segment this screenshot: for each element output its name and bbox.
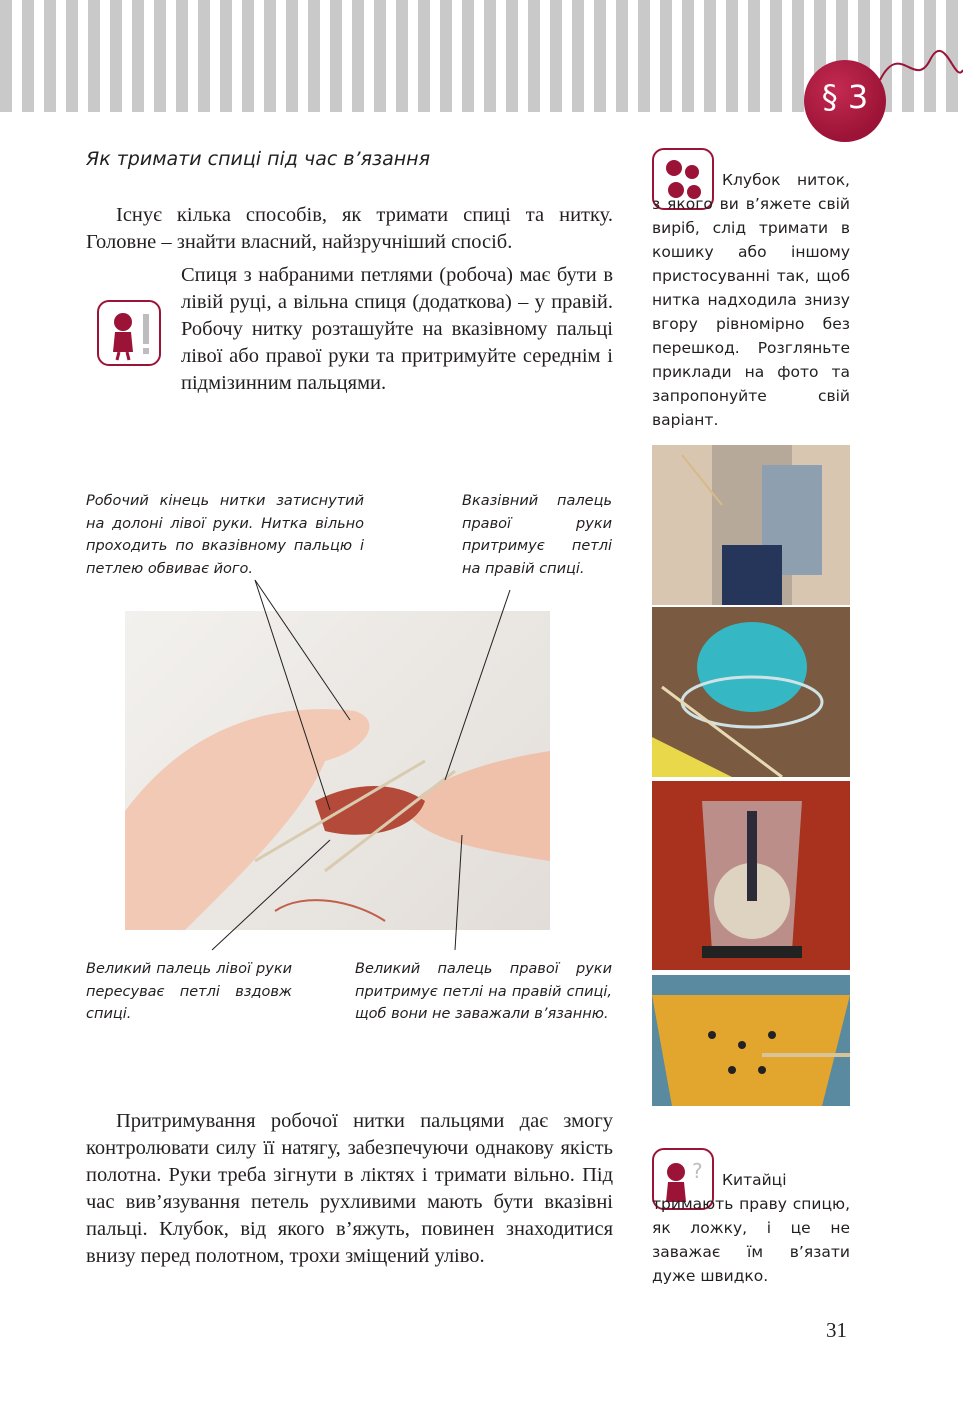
photo-bag-holder [652,445,850,605]
section-badge [804,60,886,142]
page-number: 31 [826,1318,847,1342]
photo-colander-holder [652,975,850,1106]
hands-knitting-photo [125,611,550,930]
holding-paragraph: Спиця з набраними петлями (робоча) має бути в лівій руці, а вільна спиця (додаткова) – у правій. Робочу нитку розташуйте на вказівному пальці лівої або правої руки та притримуйте середнім і підмізинним пальцями. [181,264,613,394]
caption-top-left: Робочий кінець нитки затиснутий на долоні лівої руки. Нитка вільно проходить по вказівному пальцю і петлею обвиває його. [86,493,364,577]
svg-text:?: ? [692,1159,703,1183]
sidebar-note-chinese-text: Китайці тримають праву спицю, як ложку, і це не заважає їм в’язати дуже швидко. [652,1171,850,1285]
closing-paragraph: Притримування робочої нитки пальцями дає змогу контролювати силу її натягу, забезпечуючи однакову якість полотна. Руки треба зігнути в ліктях і тримати вільно. Під час вив’язування петель рухливими мають бути вказівні пальці. Клубок, від якого в’яжуть, повинен знаходитися внизу перед полотном, трохи зміщений уліво. [86,1110,613,1267]
intro-paragraph: Існує кілька способів, як тримати спиці та нитку. Головне – знайти власний, найзручніший спосіб. [86,204,613,253]
photo-cup-holder [652,781,850,970]
sidebar-note-yarn [652,168,850,432]
sidebar-note-yarn-text: Клубок ниток, з якого ви в’яжете свій виріб, слід тримати в кошику або іншому пристосуванні так, щоб нитка надходила знизу вгору рівномірно без перешкод. Розгляньте приклади на фото та запропонуйте свій варіант. [652,171,850,429]
section-heading: Як тримати спиці під час в’язання [86,148,431,170]
caption-bottom-left: Великий палець лівої руки пересуває петлі вздовж спиці. [86,961,292,1022]
photo-glass-bowl-holder [652,607,850,777]
sidebar-note-chinese [652,1168,850,1288]
section-badge-label: § 3 [821,78,869,116]
caption-top-right: Вказівний палець правої руки притримує петлі на правій спиці. [462,493,612,577]
exclamation-character-icon [97,300,161,366]
caption-bottom-right: Великий палець правої руки притримує петлі на правій спиці, щоб вони не заважали в’язанню. [355,961,612,1022]
